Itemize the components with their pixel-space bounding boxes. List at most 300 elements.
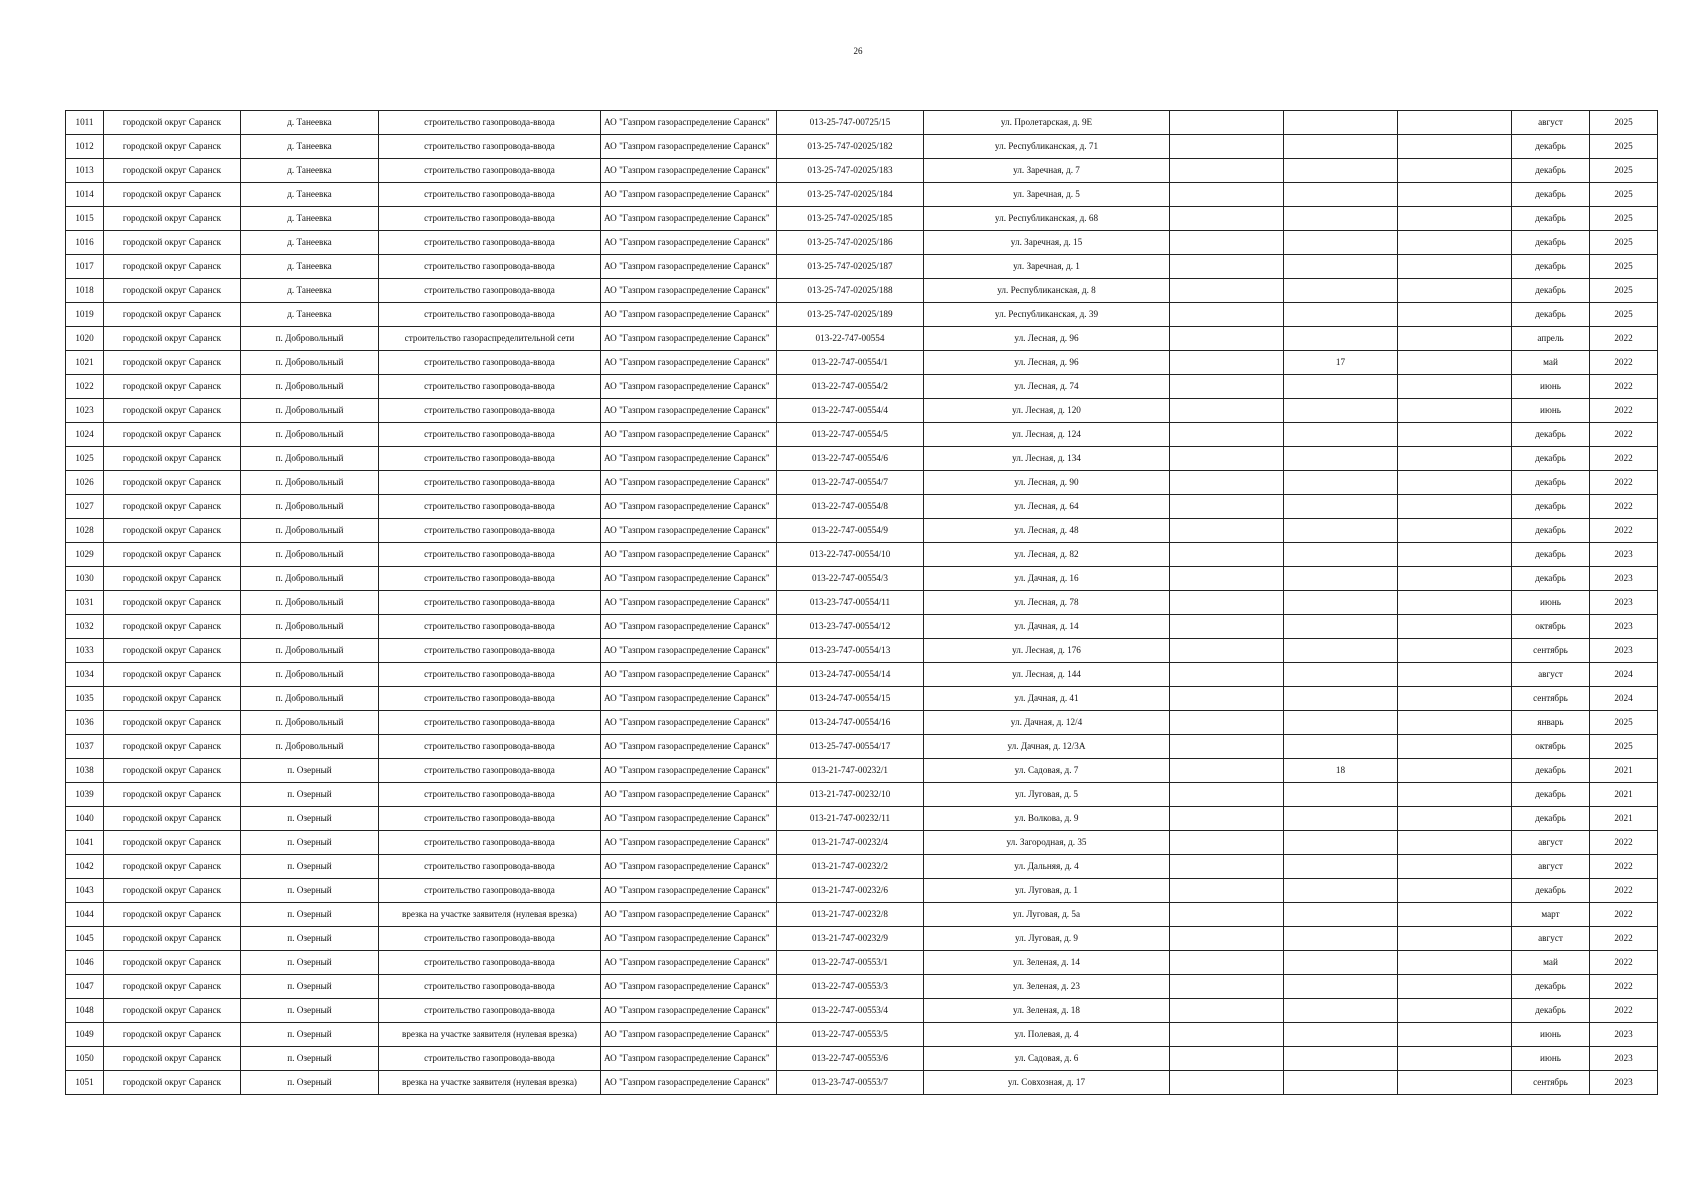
year-cell: 2022 xyxy=(1590,927,1658,951)
group-number-cell xyxy=(1284,591,1398,615)
work-type-cell: строительство газопровода-ввода xyxy=(379,543,601,567)
month-cell: декабрь xyxy=(1512,231,1590,255)
row-number-cell: 1049 xyxy=(66,1023,104,1047)
work-type-cell: строительство газопровода-ввода xyxy=(379,183,601,207)
contract-number-cell: 013-21-747-00232/4 xyxy=(777,831,924,855)
work-type-cell: строительство газопровода-ввода xyxy=(379,999,601,1023)
municipality-cell: городской округ Саранск xyxy=(104,783,241,807)
municipality-cell: городской округ Саранск xyxy=(104,927,241,951)
row-number-cell: 1040 xyxy=(66,807,104,831)
row-number-cell: 1019 xyxy=(66,303,104,327)
address-cell: ул. Заречная, д. 1 xyxy=(924,255,1170,279)
group-number-cell xyxy=(1284,447,1398,471)
extra-cell-3 xyxy=(1398,687,1512,711)
group-number-cell xyxy=(1284,1047,1398,1071)
group-number-cell xyxy=(1284,855,1398,879)
year-cell: 2022 xyxy=(1590,831,1658,855)
year-cell: 2021 xyxy=(1590,783,1658,807)
table-row xyxy=(66,975,1658,999)
month-cell: декабрь xyxy=(1512,879,1590,903)
extra-cell-1 xyxy=(1170,255,1284,279)
row-number-cell: 1032 xyxy=(66,615,104,639)
municipality-cell: городской округ Саранск xyxy=(104,543,241,567)
table-row xyxy=(66,423,1658,447)
extra-cell-1 xyxy=(1170,831,1284,855)
month-cell: декабрь xyxy=(1512,495,1590,519)
organization-cell: АО "Газпром газораспределение Саранск" xyxy=(601,615,777,639)
work-type-cell: строительство газопровода-ввода xyxy=(379,591,601,615)
settlement-cell: п. Озерный xyxy=(241,927,379,951)
extra-cell-1 xyxy=(1170,135,1284,159)
settlement-cell: д. Танеевка xyxy=(241,207,379,231)
contract-number-cell: 013-22-747-00554/3 xyxy=(777,567,924,591)
address-cell: ул. Лесная, д. 64 xyxy=(924,495,1170,519)
extra-cell-1 xyxy=(1170,375,1284,399)
settlement-cell: д. Танеевка xyxy=(241,303,379,327)
year-cell: 2022 xyxy=(1590,519,1658,543)
extra-cell-3 xyxy=(1398,975,1512,999)
extra-cell-1 xyxy=(1170,711,1284,735)
municipality-cell: городской округ Саранск xyxy=(104,903,241,927)
contract-number-cell: 013-21-747-00232/8 xyxy=(777,903,924,927)
year-cell: 2022 xyxy=(1590,495,1658,519)
table-row xyxy=(66,615,1658,639)
table-row xyxy=(66,879,1658,903)
extra-cell-1 xyxy=(1170,351,1284,375)
extra-cell-1 xyxy=(1170,687,1284,711)
group-number-cell: 18 xyxy=(1284,759,1398,783)
municipality-cell: городской округ Саранск xyxy=(104,399,241,423)
settlement-cell: д. Танеевка xyxy=(241,279,379,303)
table-row xyxy=(66,279,1658,303)
extra-cell-3 xyxy=(1398,183,1512,207)
extra-cell-3 xyxy=(1398,807,1512,831)
group-number-cell xyxy=(1284,975,1398,999)
municipality-cell: городской округ Саранск xyxy=(104,687,241,711)
group-number-cell xyxy=(1284,399,1398,423)
row-number-cell: 1036 xyxy=(66,711,104,735)
municipality-cell: городской округ Саранск xyxy=(104,1071,241,1095)
year-cell: 2025 xyxy=(1590,207,1658,231)
address-cell: ул. Садовая, д. 7 xyxy=(924,759,1170,783)
organization-cell: АО "Газпром газораспределение Саранск" xyxy=(601,687,777,711)
address-cell: ул. Лесная, д. 176 xyxy=(924,639,1170,663)
table-row xyxy=(66,855,1658,879)
address-cell: ул. Луговая, д. 9 xyxy=(924,927,1170,951)
municipality-cell: городской округ Саранск xyxy=(104,447,241,471)
work-type-cell: врезка на участке заявителя (нулевая врезка) xyxy=(379,903,601,927)
table-row xyxy=(66,903,1658,927)
contract-number-cell: 013-25-747-00554/17 xyxy=(777,735,924,759)
group-number-cell xyxy=(1284,255,1398,279)
extra-cell-3 xyxy=(1398,111,1512,135)
settlement-cell: п. Озерный xyxy=(241,831,379,855)
year-cell: 2023 xyxy=(1590,639,1658,663)
work-type-cell: строительство газопровода-ввода xyxy=(379,951,601,975)
settlement-cell: п. Добровольный xyxy=(241,327,379,351)
group-number-cell xyxy=(1284,903,1398,927)
settlement-cell: п. Добровольный xyxy=(241,687,379,711)
extra-cell-1 xyxy=(1170,231,1284,255)
table-row xyxy=(66,135,1658,159)
row-number-cell: 1026 xyxy=(66,471,104,495)
contract-number-cell: 013-23-747-00554/12 xyxy=(777,615,924,639)
organization-cell: АО "Газпром газораспределение Саранск" xyxy=(601,1047,777,1071)
address-cell: ул. Лесная, д. 48 xyxy=(924,519,1170,543)
extra-cell-3 xyxy=(1398,351,1512,375)
table-row xyxy=(66,999,1658,1023)
month-cell: декабрь xyxy=(1512,519,1590,543)
year-cell: 2025 xyxy=(1590,303,1658,327)
settlement-cell: п. Озерный xyxy=(241,759,379,783)
year-cell: 2024 xyxy=(1590,687,1658,711)
work-type-cell: строительство газопровода-ввода xyxy=(379,303,601,327)
address-cell: ул. Зеленая, д. 23 xyxy=(924,975,1170,999)
group-number-cell xyxy=(1284,951,1398,975)
address-cell: ул. Дачная, д. 12/4 xyxy=(924,711,1170,735)
extra-cell-1 xyxy=(1170,111,1284,135)
extra-cell-3 xyxy=(1398,279,1512,303)
organization-cell: АО "Газпром газораспределение Саранск" xyxy=(601,255,777,279)
table-row xyxy=(66,783,1658,807)
year-cell: 2023 xyxy=(1590,1071,1658,1095)
extra-cell-3 xyxy=(1398,951,1512,975)
settlement-cell: п. Озерный xyxy=(241,783,379,807)
work-type-cell: строительство газопровода-ввода xyxy=(379,519,601,543)
row-number-cell: 1018 xyxy=(66,279,104,303)
row-number-cell: 1035 xyxy=(66,687,104,711)
group-number-cell xyxy=(1284,927,1398,951)
extra-cell-3 xyxy=(1398,639,1512,663)
group-number-cell xyxy=(1284,663,1398,687)
row-number-cell: 1017 xyxy=(66,255,104,279)
row-number-cell: 1014 xyxy=(66,183,104,207)
group-number-cell xyxy=(1284,999,1398,1023)
extra-cell-3 xyxy=(1398,447,1512,471)
row-number-cell: 1047 xyxy=(66,975,104,999)
extra-cell-1 xyxy=(1170,279,1284,303)
extra-cell-3 xyxy=(1398,831,1512,855)
group-number-cell xyxy=(1284,687,1398,711)
organization-cell: АО "Газпром газораспределение Саранск" xyxy=(601,975,777,999)
organization-cell: АО "Газпром газораспределение Саранск" xyxy=(601,399,777,423)
address-cell: ул. Лесная, д. 124 xyxy=(924,423,1170,447)
address-cell: ул. Зеленая, д. 14 xyxy=(924,951,1170,975)
year-cell: 2022 xyxy=(1590,903,1658,927)
municipality-cell: городской округ Саранск xyxy=(104,735,241,759)
address-cell: ул. Республиканская, д. 8 xyxy=(924,279,1170,303)
organization-cell: АО "Газпром газораспределение Саранск" xyxy=(601,231,777,255)
extra-cell-3 xyxy=(1398,255,1512,279)
extra-cell-3 xyxy=(1398,903,1512,927)
group-number-cell xyxy=(1284,711,1398,735)
month-cell: август xyxy=(1512,855,1590,879)
organization-cell: АО "Газпром газораспределение Саранск" xyxy=(601,711,777,735)
row-number-cell: 1033 xyxy=(66,639,104,663)
organization-cell: АО "Газпром газораспределение Саранск" xyxy=(601,423,777,447)
contract-number-cell: 013-24-747-00554/14 xyxy=(777,663,924,687)
row-number-cell: 1024 xyxy=(66,423,104,447)
row-number-cell: 1045 xyxy=(66,927,104,951)
municipality-cell: городской округ Саранск xyxy=(104,255,241,279)
extra-cell-1 xyxy=(1170,183,1284,207)
organization-cell: АО "Газпром газораспределение Саранск" xyxy=(601,183,777,207)
month-cell: март xyxy=(1512,903,1590,927)
address-cell: ул. Республиканская, д. 68 xyxy=(924,207,1170,231)
address-cell: ул. Лесная, д. 120 xyxy=(924,399,1170,423)
group-number-cell xyxy=(1284,1071,1398,1095)
extra-cell-3 xyxy=(1398,399,1512,423)
contract-number-cell: 013-22-747-00554/4 xyxy=(777,399,924,423)
month-cell: май xyxy=(1512,951,1590,975)
table-row xyxy=(66,327,1658,351)
work-type-cell: строительство газопровода-ввода xyxy=(379,663,601,687)
settlement-cell: п. Добровольный xyxy=(241,543,379,567)
organization-cell: АО "Газпром газораспределение Саранск" xyxy=(601,951,777,975)
organization-cell: АО "Газпром газораспределение Саранск" xyxy=(601,783,777,807)
table-row xyxy=(66,1047,1658,1071)
extra-cell-1 xyxy=(1170,783,1284,807)
work-type-cell: строительство газопровода-ввода xyxy=(379,135,601,159)
settlement-cell: п. Добровольный xyxy=(241,471,379,495)
row-number-cell: 1027 xyxy=(66,495,104,519)
month-cell: декабрь xyxy=(1512,567,1590,591)
group-number-cell xyxy=(1284,279,1398,303)
organization-cell: АО "Газпром газораспределение Саранск" xyxy=(601,759,777,783)
table-row xyxy=(66,255,1658,279)
contract-number-cell: 013-22-747-00554/7 xyxy=(777,471,924,495)
address-cell: ул. Волкова, д. 9 xyxy=(924,807,1170,831)
extra-cell-3 xyxy=(1398,1023,1512,1047)
municipality-cell: городской округ Саранск xyxy=(104,327,241,351)
group-number-cell xyxy=(1284,543,1398,567)
address-cell: ул. Лесная, д. 96 xyxy=(924,327,1170,351)
contract-number-cell: 013-24-747-00554/15 xyxy=(777,687,924,711)
month-cell: декабрь xyxy=(1512,423,1590,447)
contract-number-cell: 013-22-747-00553/1 xyxy=(777,951,924,975)
month-cell: сентябрь xyxy=(1512,639,1590,663)
contract-number-cell: 013-22-747-00553/3 xyxy=(777,975,924,999)
month-cell: апрель xyxy=(1512,327,1590,351)
work-type-cell: строительство газопровода-ввода xyxy=(379,831,601,855)
extra-cell-1 xyxy=(1170,639,1284,663)
organization-cell: АО "Газпром газораспределение Саранск" xyxy=(601,519,777,543)
year-cell: 2022 xyxy=(1590,879,1658,903)
year-cell: 2022 xyxy=(1590,951,1658,975)
organization-cell: АО "Газпром газораспределение Саранск" xyxy=(601,543,777,567)
extra-cell-3 xyxy=(1398,327,1512,351)
work-type-cell: строительство газопровода-ввода xyxy=(379,399,601,423)
address-cell: ул. Республиканская, д. 71 xyxy=(924,135,1170,159)
year-cell: 2023 xyxy=(1590,1047,1658,1071)
organization-cell: АО "Газпром газораспределение Саранск" xyxy=(601,927,777,951)
month-cell: декабрь xyxy=(1512,183,1590,207)
group-number-cell xyxy=(1284,879,1398,903)
extra-cell-1 xyxy=(1170,951,1284,975)
address-cell: ул. Заречная, д. 15 xyxy=(924,231,1170,255)
register-body xyxy=(66,111,1658,1095)
settlement-cell: п. Озерный xyxy=(241,999,379,1023)
year-cell: 2022 xyxy=(1590,375,1658,399)
settlement-cell: п. Добровольный xyxy=(241,639,379,663)
address-cell: ул. Дальняя, д. 4 xyxy=(924,855,1170,879)
organization-cell: АО "Газпром газораспределение Саранск" xyxy=(601,855,777,879)
group-number-cell xyxy=(1284,471,1398,495)
municipality-cell: городской округ Саранск xyxy=(104,711,241,735)
work-type-cell: строительство газопровода-ввода xyxy=(379,447,601,471)
month-cell: декабрь xyxy=(1512,135,1590,159)
work-type-cell: строительство газопровода-ввода xyxy=(379,495,601,519)
address-cell: ул. Совхозная, д. 17 xyxy=(924,1071,1170,1095)
extra-cell-1 xyxy=(1170,759,1284,783)
extra-cell-1 xyxy=(1170,615,1284,639)
month-cell: декабрь xyxy=(1512,255,1590,279)
year-cell: 2025 xyxy=(1590,183,1658,207)
extra-cell-1 xyxy=(1170,423,1284,447)
address-cell: ул. Лесная, д. 144 xyxy=(924,663,1170,687)
settlement-cell: п. Добровольный xyxy=(241,591,379,615)
municipality-cell: городской округ Саранск xyxy=(104,135,241,159)
extra-cell-3 xyxy=(1398,879,1512,903)
settlement-cell: п. Добровольный xyxy=(241,447,379,471)
settlement-cell: п. Озерный xyxy=(241,1047,379,1071)
contract-number-cell: 013-21-747-00232/2 xyxy=(777,855,924,879)
work-type-cell: строительство газопровода-ввода xyxy=(379,111,601,135)
address-cell: ул. Дачная, д. 41 xyxy=(924,687,1170,711)
organization-cell: АО "Газпром газораспределение Саранск" xyxy=(601,111,777,135)
settlement-cell: д. Танеевка xyxy=(241,183,379,207)
contract-number-cell: 013-22-747-00554/9 xyxy=(777,519,924,543)
contract-number-cell: 013-21-747-00232/6 xyxy=(777,879,924,903)
row-number-cell: 1043 xyxy=(66,879,104,903)
municipality-cell: городской округ Саранск xyxy=(104,471,241,495)
municipality-cell: городской округ Саранск xyxy=(104,231,241,255)
work-type-cell: строительство газопровода-ввода xyxy=(379,159,601,183)
year-cell: 2025 xyxy=(1590,231,1658,255)
settlement-cell: п. Озерный xyxy=(241,903,379,927)
work-type-cell: строительство газопровода-ввода xyxy=(379,615,601,639)
table-row xyxy=(66,399,1658,423)
settlement-cell: п. Озерный xyxy=(241,975,379,999)
table-row xyxy=(66,831,1658,855)
table-row xyxy=(66,231,1658,255)
municipality-cell: городской округ Саранск xyxy=(104,111,241,135)
municipality-cell: городской округ Саранск xyxy=(104,207,241,231)
month-cell: декабрь xyxy=(1512,303,1590,327)
organization-cell: АО "Газпром газораспределение Саранск" xyxy=(601,471,777,495)
extra-cell-3 xyxy=(1398,711,1512,735)
extra-cell-1 xyxy=(1170,591,1284,615)
extra-cell-1 xyxy=(1170,399,1284,423)
address-cell: ул. Заречная, д. 7 xyxy=(924,159,1170,183)
month-cell: декабрь xyxy=(1512,975,1590,999)
work-type-cell: строительство газопровода-ввода xyxy=(379,567,601,591)
work-type-cell: строительство газопровода-ввода xyxy=(379,423,601,447)
extra-cell-3 xyxy=(1398,495,1512,519)
organization-cell: АО "Газпром газораспределение Саранск" xyxy=(601,495,777,519)
work-type-cell: строительство газопровода-ввода xyxy=(379,255,601,279)
row-number-cell: 1028 xyxy=(66,519,104,543)
year-cell: 2023 xyxy=(1590,615,1658,639)
organization-cell: АО "Газпром газораспределение Саранск" xyxy=(601,447,777,471)
work-type-cell: строительство газораспределительной сети xyxy=(379,327,601,351)
year-cell: 2022 xyxy=(1590,351,1658,375)
work-type-cell: строительство газопровода-ввода xyxy=(379,351,601,375)
extra-cell-1 xyxy=(1170,471,1284,495)
extra-cell-1 xyxy=(1170,975,1284,999)
contract-number-cell: 013-23-747-00554/11 xyxy=(777,591,924,615)
settlement-cell: п. Добровольный xyxy=(241,615,379,639)
month-cell: июнь xyxy=(1512,1047,1590,1071)
extra-cell-1 xyxy=(1170,519,1284,543)
extra-cell-3 xyxy=(1398,1047,1512,1071)
group-number-cell xyxy=(1284,1023,1398,1047)
municipality-cell: городской округ Саранск xyxy=(104,999,241,1023)
organization-cell: АО "Газпром газораспределение Саранск" xyxy=(601,375,777,399)
table-row xyxy=(66,471,1658,495)
extra-cell-3 xyxy=(1398,999,1512,1023)
settlement-cell: д. Танеевка xyxy=(241,255,379,279)
month-cell: сентябрь xyxy=(1512,1071,1590,1095)
contract-number-cell: 013-21-747-00232/10 xyxy=(777,783,924,807)
month-cell: июнь xyxy=(1512,375,1590,399)
row-number-cell: 1023 xyxy=(66,399,104,423)
group-number-cell xyxy=(1284,327,1398,351)
row-number-cell: 1030 xyxy=(66,567,104,591)
group-number-cell xyxy=(1284,831,1398,855)
group-number-cell xyxy=(1284,519,1398,543)
row-number-cell: 1012 xyxy=(66,135,104,159)
table-row xyxy=(66,519,1658,543)
row-number-cell: 1046 xyxy=(66,951,104,975)
contract-number-cell: 013-22-747-00554/5 xyxy=(777,423,924,447)
work-type-cell: строительство газопровода-ввода xyxy=(379,927,601,951)
contract-number-cell: 013-25-747-02025/183 xyxy=(777,159,924,183)
organization-cell: АО "Газпром газораспределение Саранск" xyxy=(601,999,777,1023)
organization-cell: АО "Газпром газораспределение Саранск" xyxy=(601,351,777,375)
contract-number-cell: 013-25-747-02025/182 xyxy=(777,135,924,159)
organization-cell: АО "Газпром газораспределение Саранск" xyxy=(601,159,777,183)
table-row xyxy=(66,687,1658,711)
year-cell: 2022 xyxy=(1590,975,1658,999)
extra-cell-3 xyxy=(1398,207,1512,231)
month-cell: август xyxy=(1512,927,1590,951)
extra-cell-1 xyxy=(1170,903,1284,927)
table-row xyxy=(66,351,1658,375)
contract-number-cell: 013-22-747-00554/2 xyxy=(777,375,924,399)
table-row xyxy=(66,183,1658,207)
extra-cell-3 xyxy=(1398,759,1512,783)
work-type-cell: строительство газопровода-ввода xyxy=(379,855,601,879)
municipality-cell: городской округ Саранск xyxy=(104,807,241,831)
extra-cell-3 xyxy=(1398,375,1512,399)
municipality-cell: городской округ Саранск xyxy=(104,375,241,399)
municipality-cell: городской округ Саранск xyxy=(104,855,241,879)
year-cell: 2022 xyxy=(1590,471,1658,495)
table-row xyxy=(66,159,1658,183)
table-row xyxy=(66,207,1658,231)
extra-cell-1 xyxy=(1170,999,1284,1023)
settlement-cell: д. Танеевка xyxy=(241,135,379,159)
year-cell: 2025 xyxy=(1590,279,1658,303)
municipality-cell: городской округ Саранск xyxy=(104,351,241,375)
settlement-cell: п. Добровольный xyxy=(241,375,379,399)
address-cell: ул. Луговая, д. 5 xyxy=(924,783,1170,807)
table-row xyxy=(66,927,1658,951)
row-number-cell: 1031 xyxy=(66,591,104,615)
address-cell: ул. Заречная, д. 5 xyxy=(924,183,1170,207)
work-type-cell: строительство газопровода-ввода xyxy=(379,687,601,711)
